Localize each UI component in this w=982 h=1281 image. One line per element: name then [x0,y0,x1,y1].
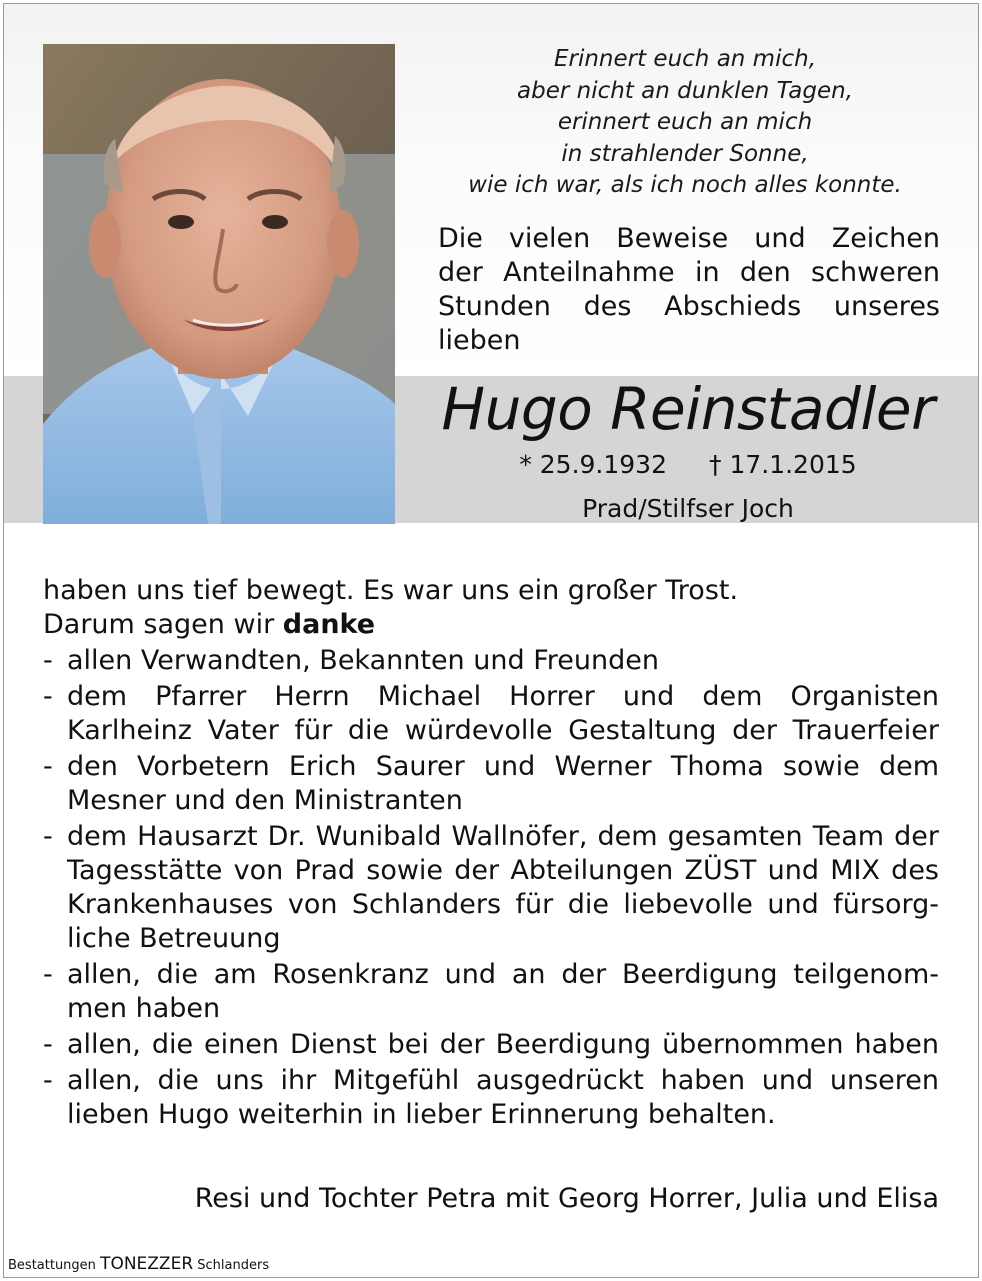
footer-suffix: Schlanders [197,1258,270,1273]
dash-bullet: - [43,645,53,676]
intro-text [438,222,940,358]
list-item-line: allen, die einen Dienst bei der Beerdigung übernommen haben [67,1029,939,1060]
dash-bullet: - [43,821,53,852]
list-item-line: lieben Hugo weiterhin in lieber Erinnerung behalten. [67,1099,776,1130]
list-item [43,1028,939,1062]
list-item [43,958,939,1026]
portrait-photo [43,44,395,524]
footer-prefix: Bestattungen [8,1258,96,1273]
body-line-prefix: Darum sagen wir [43,609,283,640]
deceased-name: Hugo Reinstadler [441,375,935,443]
list-item-line: Krankenhauses von Schlanders für die liebevolle und fürsorg- [67,889,939,920]
list-item-line: Tagesstätte von Prad sowie der Abteilungen ZÜST und MIX des [67,855,939,886]
dash-bullet: - [43,1029,53,1060]
poem-line: Erinnert euch an mich, [553,46,817,72]
signature: Resi und Tochter Petra mit Georg Horrer, Julia und Elisa [194,1183,939,1214]
dash-bullet: - [43,959,53,990]
list-item-line: Karlheinz Vater für die würdevolle Gestaltung der Trauerfeier [67,715,939,746]
body-line: haben uns tief bewegt. Es war uns ein großer Trost. [43,575,739,606]
danke-word: danke [282,609,376,640]
list-item-line: dem Pfarrer Herrn Michael Horrer und dem Organisten [67,681,939,712]
list-item [43,1064,939,1132]
list-item [43,680,939,748]
dash-bullet: - [43,681,53,712]
death-date: † 17.1.2015 [709,450,857,479]
intro-line: der Anteilnahme in den schweren [438,257,940,288]
dash-bullet: - [43,1065,53,1096]
home-place: Prad/Stilfser Joch [582,494,794,523]
intro-line: Stunden des Abschieds unseres [438,291,940,322]
life-dates [428,450,948,480]
footer-company: TONEZZER [100,1254,194,1274]
list-item-line: dem Hausarzt Dr. Wunibald Wallnöfer, dem gesamten Team der [67,821,939,852]
list-item [43,820,939,956]
thanks-list [43,644,939,1132]
birth-date: * 25.9.1932 [519,450,667,479]
list-item-line: den Vorbetern Erich Saurer und Werner Thoma sowie dem [67,751,939,782]
poem-line: aber nicht an dunklen Tagen, [517,77,853,104]
list-item-line: Mesner und den Ministranten [67,785,463,816]
intro-line: Die vielen Beweise und Zeichen [438,223,940,254]
poem-line: in strahlender Sonne, [561,140,809,167]
intro-line: lieben [438,325,521,356]
body-line [43,608,939,642]
list-item-line: men haben [67,993,221,1024]
memorial-poem [425,44,945,202]
list-item-line: allen Verwandten, Bekannten und Freunden [67,645,659,676]
dash-bullet: - [43,751,53,782]
list-item-line: liche Betreuung [67,923,281,954]
poem-line: wie ich war, als ich noch alles konnte. [468,172,902,198]
list-item [43,750,939,818]
poem-line: erinnert euch an mich [557,109,813,135]
thanks-body [43,574,939,1134]
funeral-home-credit [8,1255,269,1275]
list-item [43,644,939,678]
list-item-line: allen, die am Rosenkranz und an der Beerdigung teilgenom- [67,959,939,990]
list-item-line: allen, die uns ihr Mitgefühl ausgedrückt haben und unseren [67,1065,939,1096]
